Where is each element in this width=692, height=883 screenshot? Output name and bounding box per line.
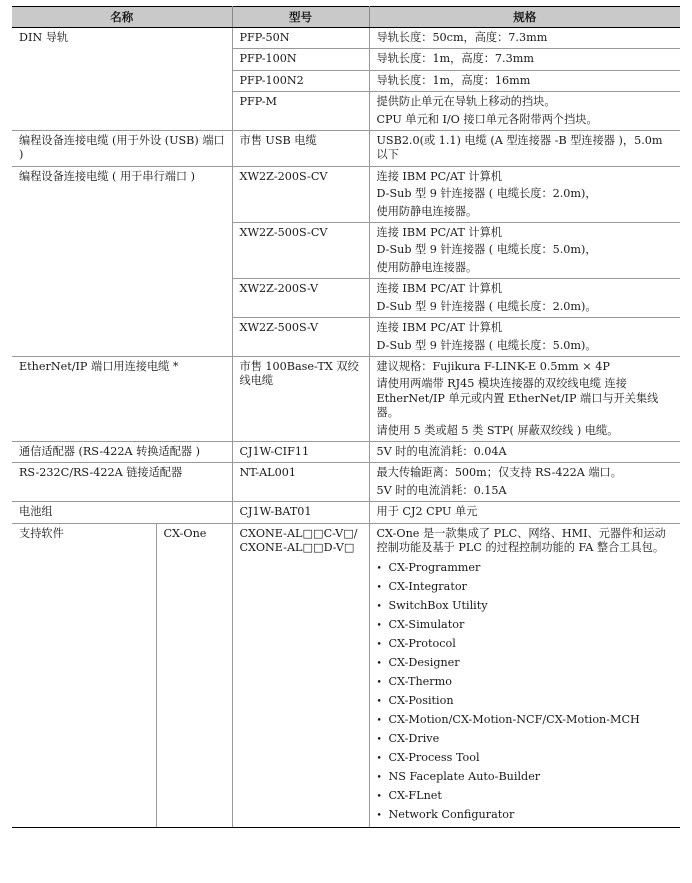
spec-cell: [369, 463, 680, 502]
model-line: CXONE-AL□□C-V□/: [239, 526, 358, 540]
spec-cell: [369, 441, 680, 462]
tool-name: CX-Integrator: [388, 580, 467, 594]
model-cell: 市售 USB 电缆: [232, 131, 369, 167]
bullet-icon: •: [376, 640, 382, 651]
model-cell: XW2Z-200S-CV: [232, 166, 369, 222]
tool-name: CX-Thermo: [388, 675, 452, 689]
spec-line: 导轨长度：1m，高度：16mm: [376, 73, 531, 87]
accessories-spec-table: [12, 6, 680, 828]
spec-line: 导轨长度：1m，高度：7.3mm: [376, 52, 534, 66]
model-cell: PFP-100N: [232, 49, 369, 70]
tool-name: SwitchBox Utility: [388, 599, 488, 613]
table-row: [12, 441, 680, 462]
spec-cell: [369, 223, 680, 279]
table-row-software: [12, 523, 680, 828]
spec-line: 使用防静电连接器。: [376, 260, 478, 274]
bullet-icon: •: [376, 621, 382, 632]
spec-cell: [369, 70, 680, 91]
list-item: [377, 786, 676, 805]
tool-name: CX-Protocol: [388, 637, 456, 651]
spec-line: CX-One 是一款集成了 PLC、网络、HMI、元器件和运动控制功能及基于 PLC 的过程控制功能的 FA 整合工具包。: [376, 526, 666, 554]
spec-line: CPU 单元和 I/O 接口单元各附带两个挡块。: [376, 112, 598, 126]
model-cell: PFP-50N: [232, 28, 369, 49]
table-row: [12, 28, 680, 49]
model-cell: XW2Z-200S-V: [232, 279, 369, 318]
list-item: [377, 691, 676, 710]
spec-line: 用于 CJ2 CPU 单元: [376, 505, 478, 519]
bullet-icon: •: [376, 602, 382, 613]
list-item: [377, 672, 676, 691]
spec-line: 提供防止单元在导轨上移动的挡块。: [376, 95, 556, 109]
spec-line: 连接 IBM PC/AT 计算机: [376, 321, 502, 335]
item-name-cell: 编程设备连接电缆 ( 用于串行端口 ): [12, 166, 232, 356]
item-name-cell: 通信适配器 (RS-422A 转换适配器 ): [12, 441, 232, 462]
list-item: [377, 596, 676, 615]
tool-name: CX-Drive: [388, 732, 440, 746]
table-row: [12, 166, 680, 222]
bullet-icon: •: [376, 773, 382, 784]
list-item: [377, 653, 676, 672]
spec-cell: [369, 279, 680, 318]
model-cell: PFP-M: [232, 92, 369, 131]
list-item: [377, 634, 676, 653]
spec-line: D-Sub 型 9 针连接器 ( 电缆长度：2.0m)。: [376, 299, 597, 313]
spec-cell: [369, 92, 680, 131]
spec-line: 5V 时的电流消耗：0.04A: [376, 444, 507, 458]
spec-cell: [369, 28, 680, 49]
spec-cell: [369, 131, 680, 167]
model-cell: CJ1W-CIF11: [232, 441, 369, 462]
table-body: [12, 28, 680, 828]
table-row: [12, 131, 680, 167]
bullet-icon: •: [376, 583, 382, 594]
model-cell: XW2Z-500S-CV: [232, 223, 369, 279]
bullet-icon: •: [376, 792, 382, 803]
tool-name: CX-Programmer: [388, 561, 481, 575]
spec-line: 使用防静电连接器。: [376, 204, 478, 218]
bullet-icon: •: [376, 716, 382, 727]
spec-line: 连接 IBM PC/AT 计算机: [376, 169, 502, 183]
item-name-cell: 电池组: [12, 502, 232, 523]
list-item: [377, 615, 676, 634]
spec-cell: [369, 166, 680, 222]
header-spec: 规格: [369, 7, 680, 28]
list-item: [377, 577, 676, 596]
software-package-cell: CX-One: [156, 523, 232, 828]
bullet-icon: •: [376, 697, 382, 708]
spec-line: USB2.0(或 1.1) 电缆 (A 型连接器 -B 型连接器 )，5.0m 以下: [376, 134, 663, 162]
spec-line: D-Sub 型 9 针连接器 ( 电缆长度：5.0m)，: [376, 243, 597, 257]
list-item: [377, 729, 676, 748]
tool-name: NS Faceplate Auto-Builder: [388, 770, 541, 784]
model-cell: CJ1W-BAT01: [232, 502, 369, 523]
spec-line: 5V 时的电流消耗：0.15A: [376, 483, 507, 497]
spec-cell: [369, 523, 680, 828]
tool-name: CX-Motion/CX-Motion-NCF/CX-Motion-MCH: [388, 713, 640, 727]
spec-line: 建议规格：Fujikura F-LINK-E 0.5mm × 4P: [376, 359, 610, 373]
software-tool-list: [377, 558, 676, 824]
bullet-icon: •: [376, 735, 382, 746]
spec-line: 连接 IBM PC/AT 计算机: [376, 226, 502, 240]
item-name-cell: EtherNet/IP 端口用连接电缆 *: [12, 356, 232, 441]
table-row: [12, 502, 680, 523]
list-item: [377, 748, 676, 767]
tool-name: CX-FLnet: [388, 789, 442, 803]
list-item: [377, 558, 676, 577]
bullet-icon: •: [376, 754, 382, 765]
item-name-cell: DIN 导轨: [12, 28, 232, 131]
tool-name: CX-Simulator: [388, 618, 465, 632]
header-model: 型号: [232, 7, 369, 28]
item-name-cell: RS-232C/RS-422A 链接适配器: [12, 463, 232, 502]
list-item: [377, 767, 676, 786]
list-item: [377, 805, 676, 824]
header-name: 名称: [12, 7, 232, 28]
spec-line: 请使用 5 类或超 5 类 STP( 屏蔽双绞线 ) 电缆。: [376, 423, 619, 437]
tool-name: CX-Designer: [388, 656, 460, 670]
list-item: [377, 710, 676, 729]
table-header-row: [12, 7, 680, 28]
spec-line: 连接 IBM PC/AT 计算机: [376, 282, 502, 296]
item-name-cell: 支持软件: [12, 523, 156, 828]
spec-cell: [369, 318, 680, 357]
model-cell: XW2Z-500S-V: [232, 318, 369, 357]
spec-cell: [369, 502, 680, 523]
bullet-icon: •: [376, 564, 382, 575]
spec-line: 最大传输距离：500m；仅支持 RS-422A 端口。: [376, 466, 622, 480]
table-row: [12, 356, 680, 441]
model-cell: [232, 523, 369, 828]
bullet-icon: •: [376, 659, 382, 670]
spec-cell: [369, 356, 680, 441]
spec-line: D-Sub 型 9 针连接器 ( 电缆长度：2.0m)，: [376, 187, 597, 201]
tool-name: Network Configurator: [388, 808, 515, 822]
bullet-icon: •: [376, 811, 382, 822]
bullet-icon: •: [376, 678, 382, 689]
model-line: CXONE-AL□□D-V□: [239, 540, 355, 554]
table-row: [12, 463, 680, 502]
model-cell: NT-AL001: [232, 463, 369, 502]
model-cell: PFP-100N2: [232, 70, 369, 91]
item-name-cell: 编程设备连接电缆 (用于外设 (USB) 端口 ): [12, 131, 232, 167]
tool-name: CX-Process Tool: [388, 751, 480, 765]
spec-line: 导轨长度：50cm，高度：7.3mm: [376, 31, 548, 44]
tool-name: CX-Position: [388, 694, 454, 708]
spec-line: D-Sub 型 9 针连接器 ( 电缆长度：5.0m)。: [376, 338, 597, 352]
spec-line: 请使用两端带 RJ45 模块连接器的双绞线电缆 连接 EtherNet/IP 单元或内置 EtherNet/IP 端口与开关集线器。: [376, 377, 659, 420]
model-cell: 市售 100Base-TX 双绞线电缆: [232, 356, 369, 441]
spec-cell: [369, 49, 680, 70]
